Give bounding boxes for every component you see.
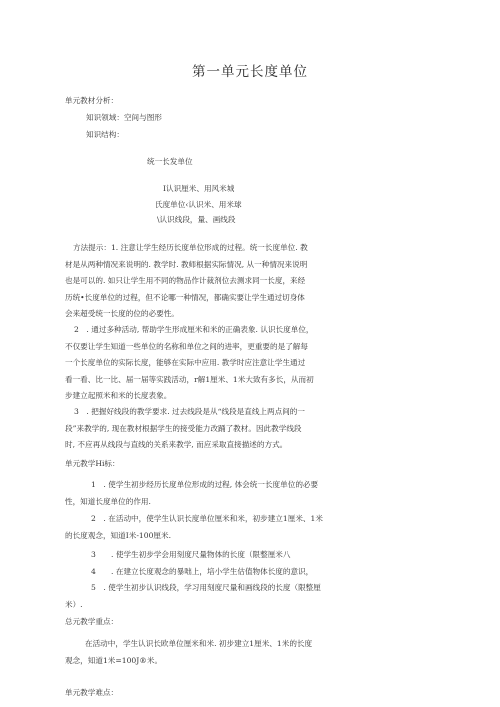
text-line: 段”来教学的, 现在教材根据学生的接受能力改踊了教材。因此教学线段 <box>65 423 302 433</box>
method-paragraph-1 <box>65 240 437 323</box>
objective-2 <box>65 511 437 544</box>
text-line: 米）. <box>65 599 83 609</box>
text-line: 2 . 在活动中，使学生认识长度单位厘米和米，初步建立1厘米、1米 <box>91 514 323 523</box>
objective-4: 4 . 在建立长度观念的暴咄上，培小学生估值物体长度的意识， <box>91 567 314 576</box>
diagram-branch-2: 氏度单位‹认识米、用米球 <box>155 200 242 209</box>
text-line: 2 . 通过多种活动, 帮助学生形成厘米和米的正确表象. 认识长度单位， <box>74 325 314 334</box>
text-line: 材是从两种情况来说明的. 教学时. 教师根据实际情况, 从一种情况来说明 <box>65 259 308 269</box>
text-line: 步建立起照米和米的长度表象。 <box>65 391 172 400</box>
text-line: 历统•长度单位的过程，但不论哪一种情况，都确实要让学生通过切身体 <box>65 292 305 302</box>
method-paragraph-3 <box>65 404 437 454</box>
text-line: 5 . 使学生初步认识线段，学习用刻度尺量和画线段的长度（限整厘 <box>91 583 321 592</box>
objective-5 <box>65 580 437 613</box>
analysis-heading: 单元教材分析： <box>65 96 119 105</box>
text-line: 也是可以的. 如只让学生用不同的物品作计裁剂位去测求同一长度，来经 <box>65 276 306 285</box>
objectives-heading: 单元教学Hi标： <box>65 459 120 468</box>
text-line: 1 . 使学生初步经历长度单位形成的过程, 体会统一长度单位的必要 <box>91 480 319 489</box>
keypoints-heading: 总元教学重点： <box>65 617 119 626</box>
text-line: 会来超受统一长度的位的必要性。 <box>65 309 179 318</box>
keypoints-paragraph <box>65 636 437 669</box>
diagram-branch-1: I认识厘米、用风米城 <box>163 184 235 193</box>
page-title: 第一单元长度单位 <box>192 64 308 80</box>
text-line: 时, 不应再从线段与直线的关系来教学, 而应采取直接描述的方式。 <box>65 440 288 449</box>
objective-1 <box>65 477 437 510</box>
text-line: 的长度观念，知道I米-100厘米. <box>65 530 172 540</box>
text-line: 方法提示：1. 注意让学生经历长度单位形成的过程。统一长度单位. 教 <box>73 243 308 252</box>
diagram-branch-3: \认识线段，量、画线段 <box>157 215 236 224</box>
text-line: 在活动中，学生认识长欧单位厘米和米. 初步建立1厘米、1米的长度 <box>85 639 313 648</box>
text-line: 性，知道长度单位的作用. <box>65 496 151 506</box>
difficulties-heading: 单元教学难点： <box>65 688 119 697</box>
text-line: 不仅要让学生知道一些单位的名称和单位之间的进率，更重要的是了解每 <box>65 341 308 351</box>
method-paragraph-2 <box>65 322 437 405</box>
objective-3: 3 . 使学生初步学会用刻度尺量物体的长度（限整厘米八 <box>91 550 291 559</box>
knowledge-structure-label: 知识结构： <box>86 130 124 139</box>
diagram-root: 统一长发单位 <box>147 157 193 166</box>
knowledge-domain: 知识领域：空间与图形 <box>86 113 162 122</box>
text-line: 一个长度单位的实际长度，能够在实际中应用. 教学时应注意让学生通过 <box>65 358 306 367</box>
text-line: 3 . 把握好线段的教学要求. 过去线段是从“线段是直线上两点间的一 <box>74 407 305 416</box>
text-line: 看一看、比一比、届一届等实践活动，r解1厘米、1米大致有多长，从而初 <box>65 374 314 384</box>
text-line: 观念，知道1米=100J®米。 <box>65 655 163 665</box>
